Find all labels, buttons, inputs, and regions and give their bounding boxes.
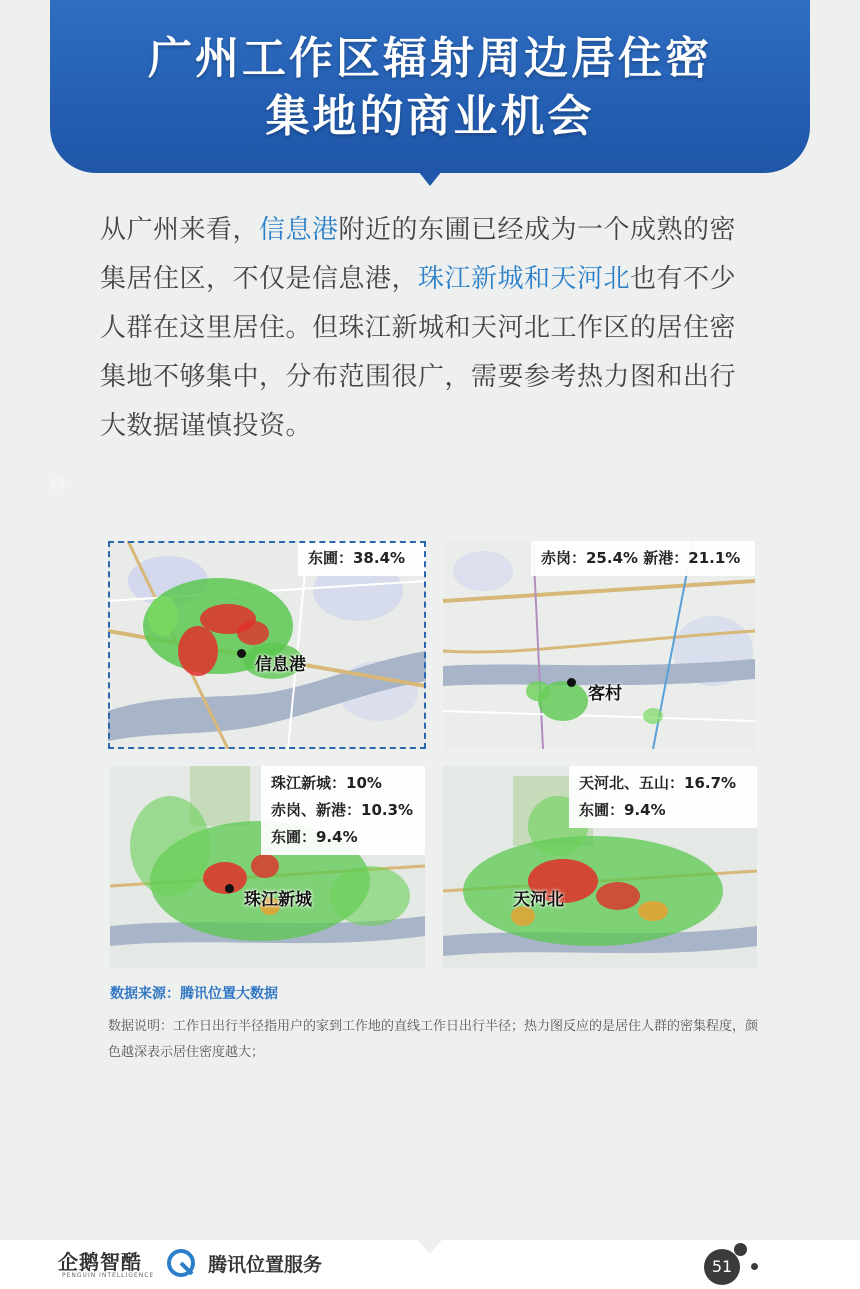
- stat-line: 东圃：9.4%: [271, 828, 358, 846]
- data-source: 数据来源：腾讯位置大数据: [110, 986, 278, 1002]
- location-marker: [225, 884, 234, 893]
- faint-page-number: 47: [48, 478, 67, 493]
- stat-line: 东圃：9.4%: [579, 801, 666, 819]
- heatmap-kecun: [443, 541, 755, 749]
- data-note: 数据说明：工作日出行半径指用户的家到工作地的直线工作日出行半径；热力图反应的是居住人群的密集程度，颜色越深表示居住密度越大；: [108, 1019, 759, 1060]
- stat-line: 赤岗、新港：10.3%: [271, 801, 414, 819]
- place-label: 信息港: [255, 655, 306, 675]
- stat-line: 赤岗：25.4% 新港：21.1%: [541, 549, 741, 567]
- title-line-2: 集地的商业机会: [265, 91, 595, 142]
- intro-text-2: 附近的东圃已经成为一个成熟的密集居住区，不仅是信息港，: [100, 215, 737, 294]
- page-dot-decoration: [734, 1243, 747, 1256]
- page-dot-decoration: [751, 1263, 758, 1270]
- heatmap-zhujiang-xincheng: [110, 766, 425, 968]
- intro-text-3: 也有不少人群在这里居住。但珠江新城和天河北工作区的居住密集地不够集中，分布范围很广，需要参考热力图和出行大数据谨慎投资。: [100, 264, 737, 441]
- place-label: 天河北: [513, 890, 564, 910]
- header-pointer: [418, 171, 442, 186]
- stats-box: [569, 766, 757, 828]
- intro-highlight-zhujiang-tianhe: 珠江新城和天河北: [418, 264, 631, 294]
- stat-line: 天河北、五山：16.7%: [579, 774, 737, 792]
- footer-notch: [418, 1240, 442, 1254]
- stat-line: 东圃：38.4%: [308, 549, 406, 567]
- place-label: 客村: [588, 684, 622, 704]
- highlight-frame: [108, 541, 426, 749]
- page-title: [50, 30, 810, 146]
- penguin-intelligence-logo: 企鹅智酷: [58, 1250, 142, 1274]
- stat-line: 珠江新城：10%: [271, 774, 382, 792]
- stats-box: [261, 766, 425, 855]
- tencent-location-logo: 腾讯位置服务: [208, 1254, 323, 1276]
- penguin-intelligence-subtitle: PENGUIN INTELLIGENCE: [62, 1272, 155, 1279]
- stats-box: [531, 541, 755, 576]
- intro-paragraph: [100, 206, 760, 451]
- intro-text-1: 从广州来看，: [100, 215, 260, 245]
- intro-highlight-xinxigang: 信息港: [259, 215, 339, 245]
- title-line-1: 广州工作区辐射周边居住密: [148, 33, 712, 84]
- heatmap-xinxigang: [108, 541, 426, 749]
- header-banner: [50, 0, 810, 173]
- location-marker: [567, 678, 576, 687]
- page-number: 51: [704, 1249, 740, 1285]
- place-label: 珠江新城: [244, 890, 312, 910]
- heatmap-tianhebei: [443, 766, 757, 968]
- tencent-location-icon: [166, 1248, 196, 1278]
